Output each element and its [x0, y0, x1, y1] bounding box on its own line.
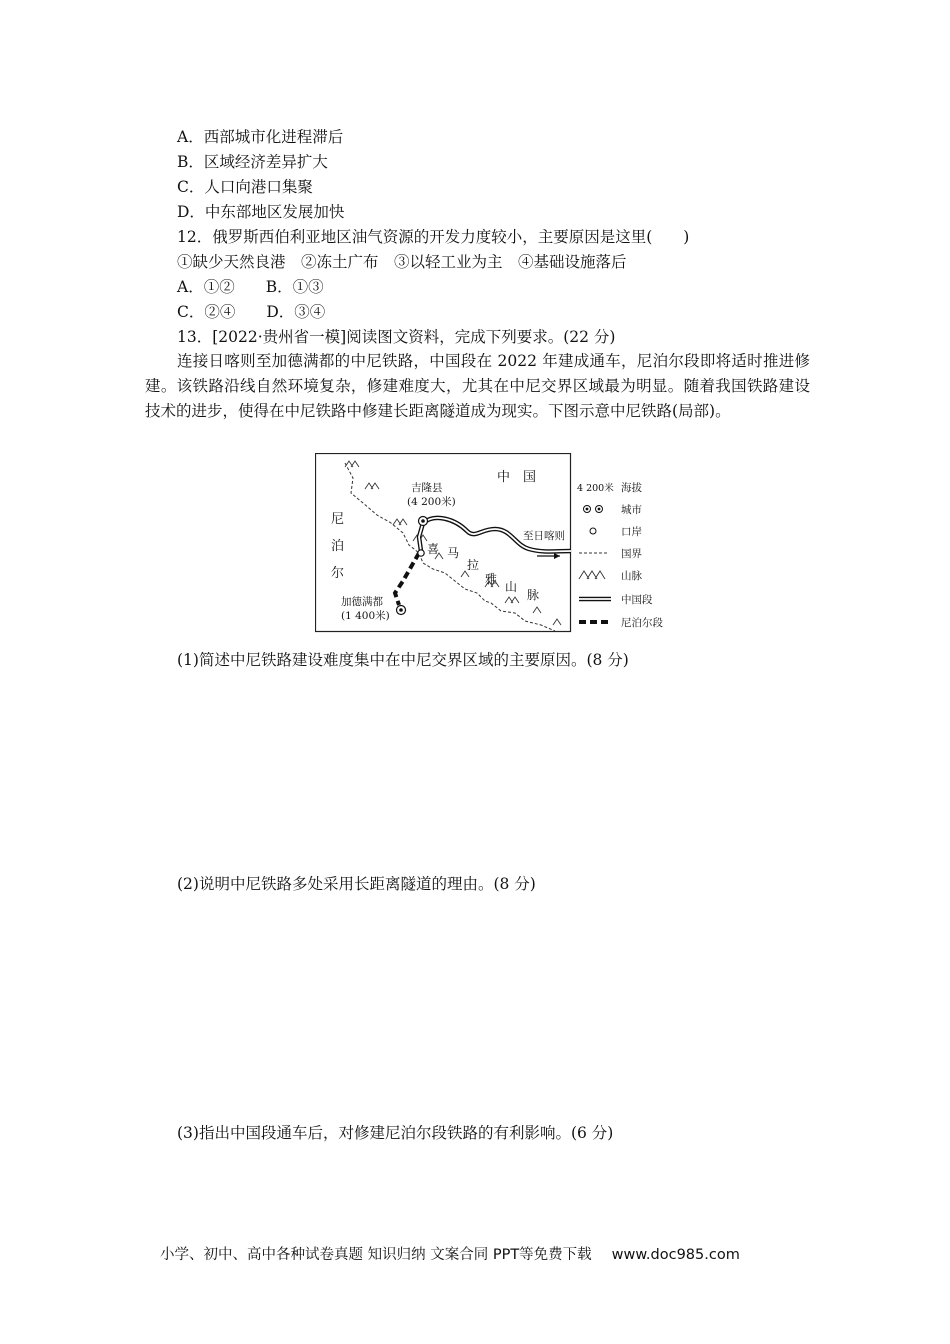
map-legend [577, 481, 663, 629]
label-himalaya-4: 雅 [485, 572, 498, 586]
label-himalaya-2: 马 [447, 546, 460, 560]
label-himalaya-5: 山 [505, 580, 518, 594]
label-nepal-3: 尔 [331, 566, 345, 581]
legend-border: 国界 [621, 548, 642, 560]
q12-items: ①缺少天然良港 ②冻土广布 ③以轻工业为主 ④基础设施落后 [177, 253, 627, 271]
label-himalaya-3: 拉 [467, 558, 480, 572]
q12-options-row2: C．②④ D．③④ [177, 303, 326, 321]
q13-sub3: (3)指出中国段通车后，对修建尼泊尔段铁路的有利影响。(6 分) [177, 1124, 614, 1142]
legend-port: 口岸 [621, 526, 642, 538]
nepal-section-line [395, 553, 419, 605]
label-china: 中 国 [497, 470, 537, 485]
q13-header: 13．[2022·贵州省一模]阅读图文资料，完成下列要求。(22 分) [177, 328, 616, 346]
label-to-shigatse: 至日喀则 [523, 530, 565, 542]
q11-option-b: B．区域经济差异扩大 [177, 153, 328, 171]
label-jilong: 吉隆县 [411, 482, 443, 494]
q11-option-c: C．人口向港口集聚 [177, 178, 313, 196]
footer-text: 小学、初中、高中各种试卷真题 知识归纳 文案合同 PPT等免费下载 [160, 1247, 592, 1263]
label-jilong-alt: (4 200米) [407, 496, 456, 508]
q11-option-a: A．西部城市化进程滞后 [177, 128, 344, 146]
q12-options-row1: A．①② B．①③ [177, 278, 324, 296]
legend-altitude: 海拔 [621, 482, 642, 494]
q13-passage: 连接日喀则至加德满都的中尼铁路，中国段在 2022 年建成通车，尼泊尔段即将适时推进修建。该铁路沿线自然环境复杂，修建难度大，尤其在中尼交界区域最为明显。随着我国铁路建设技术的进步，使得在中尼铁路中修建长距离隧道成为现实。下图示意中尼铁路(局部)。 [145, 352, 810, 420]
label-himalaya-6: 脉 [527, 588, 540, 602]
label-kathmandu: 加德满都 [341, 596, 383, 608]
legend-city: 城市 [621, 504, 642, 516]
page-footer [160, 1243, 740, 1264]
label-himalaya-1: 喜 [427, 542, 440, 556]
footer-site: www.doc985.com [611, 1247, 740, 1263]
label-nepal-1: 尼 [331, 512, 345, 527]
kathmandu-city-icon [397, 606, 406, 615]
q12-stem: 12．俄罗斯西伯利亚地区油气资源的开发力度较小，主要原因是这里( ) [177, 228, 690, 246]
legend-altitude-sample: 4 200米 [577, 483, 614, 494]
q13-sub1: (1)简述中尼铁路建设难度集中在中尼交界区域的主要原因。(8 分) [177, 651, 629, 669]
jilong-city-icon [419, 517, 428, 526]
label-nepal-2: 泊 [331, 539, 345, 554]
railway-map [315, 453, 680, 633]
q13-sub2: (2)说明中尼铁路多处采用长距离隧道的理由。(8 分) [177, 875, 536, 893]
legend-nepal-section: 尼泊尔段 [621, 617, 663, 629]
q11-option-d: D．中东部地区发展加快 [177, 203, 345, 221]
legend-mountain: 山脉 [621, 570, 642, 582]
legend-china-section: 中国段 [621, 594, 653, 606]
label-kathmandu-alt: (1 400米) [341, 610, 390, 622]
port-icon [418, 550, 424, 556]
